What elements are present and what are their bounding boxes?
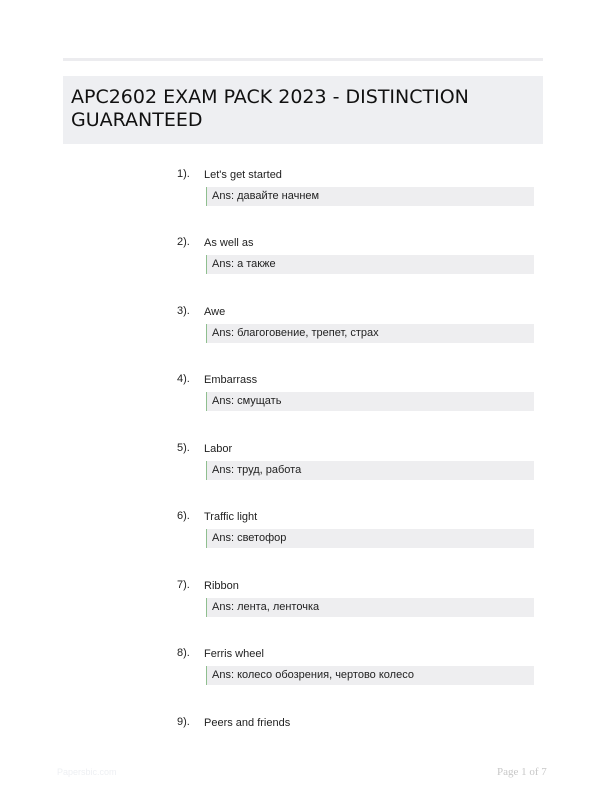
answer-box: Ans: смущать: [206, 392, 534, 411]
answer-box: Ans: колесо обозрения, чертово колесо: [206, 666, 534, 685]
answer-box: Ans: лента, ленточка: [206, 598, 534, 617]
question-text: Peers and friends: [204, 717, 291, 729]
answer-box: Ans: благоговение, трепет, страх: [206, 324, 534, 343]
question-number: 2).: [177, 236, 190, 248]
answer-box: Ans: давайте начнем: [206, 187, 534, 206]
question-item: [0, 510, 606, 570]
question-text: Ferris wheel: [204, 648, 264, 660]
question-number: 8).: [177, 647, 190, 659]
question-text: As well as: [204, 237, 254, 249]
question-number: 9).: [177, 716, 190, 728]
question-text: Let's get started: [204, 169, 282, 181]
question-text: Ribbon: [204, 580, 239, 592]
question-number: 7).: [177, 579, 190, 591]
question-item: [0, 305, 606, 365]
top-divider: [63, 58, 543, 61]
question-item: [0, 373, 606, 433]
page-number: Page 1 of 7: [497, 766, 547, 778]
question-item: [0, 442, 606, 502]
question-text: Embarrass: [204, 374, 258, 386]
title-banner: [63, 76, 543, 144]
answer-box: Ans: а также: [206, 255, 534, 274]
question-number: 4).: [177, 373, 190, 385]
question-text: Awe: [204, 306, 226, 318]
question-number: 3).: [177, 305, 190, 317]
question-text: Traffic light: [204, 511, 258, 523]
document-title: APC2602 EXAM PACK 2023 - DISTINCTION GUARANTEED: [71, 86, 469, 131]
question-text: Labor: [204, 443, 233, 455]
footer-watermark: Papersbic.com: [57, 767, 117, 777]
answer-box: Ans: труд, работа: [206, 461, 534, 480]
question-item: [0, 647, 606, 707]
question-item: [0, 236, 606, 296]
question-item: [0, 579, 606, 639]
question-number: 6).: [177, 510, 190, 522]
question-number: 5).: [177, 442, 190, 454]
question-number: 1).: [177, 168, 190, 180]
question-item: [0, 168, 606, 228]
answer-box: Ans: светофор: [206, 529, 534, 548]
